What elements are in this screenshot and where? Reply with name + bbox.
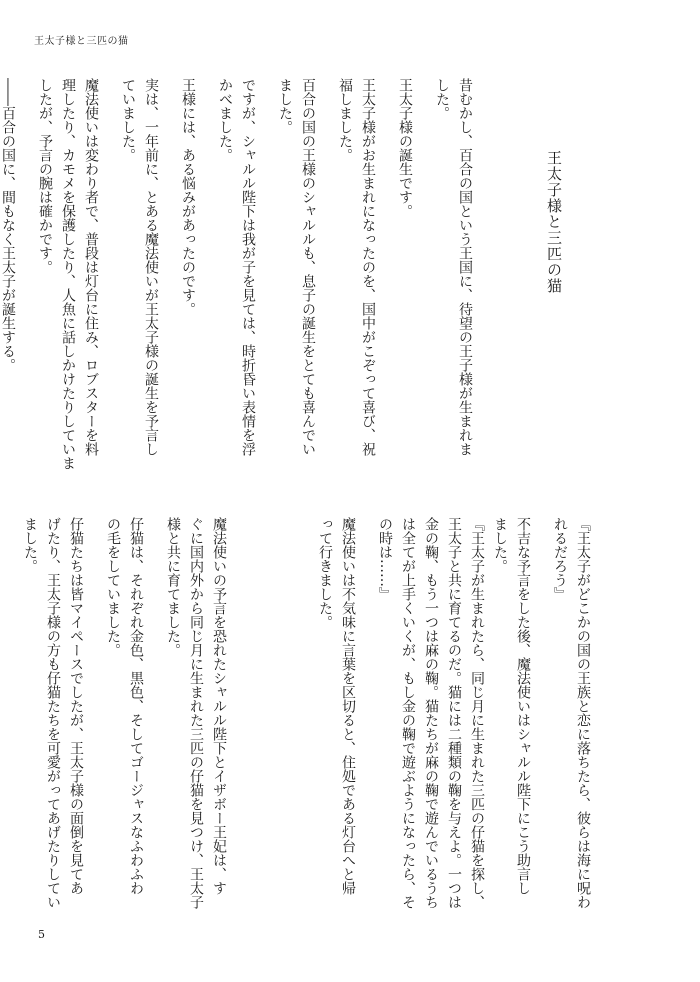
- text-line: 百合の国の王様のシャルルも、息子の誕生をとても喜んでい: [300, 78, 316, 456]
- text-line: 魔法使いは変わり者で、普段は灯台に住み、ロブスターを料: [83, 78, 99, 456]
- text-line: って行きました。: [317, 517, 333, 629]
- chapter-title: 王太子様と三匹の猫: [545, 150, 563, 294]
- text-line: 理したり、カモメを保護したり、人魚に話しかけたりしていま: [60, 78, 76, 470]
- text-line: 仔猫たちは皆マイペースでしたが、王太子様の面倒を見てあ: [68, 517, 84, 895]
- text-line: 王様には、ある悩みがあったのです。: [180, 78, 196, 316]
- text-line: 魔法使いの予言を恐れたシャルル陛下とイザボー王妃は、す: [211, 517, 227, 895]
- text-line: ていました。: [120, 78, 136, 162]
- text-line: 福しました。: [337, 78, 353, 162]
- text-block-lower: [18, 517, 594, 911]
- running-head: 王太子様と三匹の猫: [34, 36, 129, 47]
- text-line: は全てが上手くいくが、もし金の鞠で遊ぶようになったら、そ: [400, 517, 416, 909]
- text-line: 王太子と共に育てるのだ。猫には二種類の鞠を与えよ。一つは: [446, 517, 462, 909]
- text-line: 昔むかし、百合の国という王国に、待望の王子様が生まれま: [457, 78, 473, 456]
- text-line: 王太子様がお生まれになったのを、国中がこぞって喜び、祝: [360, 78, 376, 456]
- text-line: ですが、シャルル陛下は我が子を見ては、時折昏い表情を浮: [240, 78, 256, 456]
- text-line: ――百合の国に、間もなく王太子が誕生する。: [0, 78, 16, 372]
- text-line: 『王太子がどこかの国の王族と恋に落ちたら、彼らは海に呪わ: [575, 517, 591, 909]
- text-line: げたり、王太子様の方も仔猫たちを可愛がってあげたりしてい: [45, 517, 61, 909]
- text-line: かべました。: [217, 78, 233, 162]
- text-line: の時は……』: [377, 517, 393, 601]
- text-line: 様と共に育てました。: [165, 517, 181, 657]
- text-line: 不吉な予言をした後、魔法使いはシャルル陛下にこう助言し: [515, 517, 531, 895]
- text-line: 金の鞠、もう一つは麻の鞠。猫たちが麻の鞠で遊んでいるうち: [423, 517, 439, 909]
- text-line: ました。: [492, 517, 508, 573]
- text-line: 実は、一年前に、とある魔法使いが王太子様の誕生を予言し: [143, 78, 159, 456]
- text-line: ました。: [22, 517, 38, 573]
- text-line: 『王太子が生まれたら、同じ月に生まれた三匹の仔猫を探し、: [469, 517, 485, 909]
- text-line: した。: [434, 78, 450, 120]
- text-line: の毛をしていました。: [105, 517, 121, 657]
- text-line: ぐに国内外から同じ月に生まれた三匹の仔猫を見つけ、王太子: [188, 517, 204, 909]
- text-line: 王太子様の誕生です。: [397, 78, 413, 218]
- text-block-upper: [0, 78, 490, 472]
- text-line: 魔法使いは不気味に言葉を区切ると、住処である灯台へと帰: [340, 517, 356, 895]
- text-line: ました。: [277, 78, 293, 134]
- text-line: れるだろう』: [552, 517, 568, 601]
- text-line: したが、予言の腕は確かです。: [37, 78, 53, 274]
- text-line: 仔猫は、それぞれ金色、黒色、そしてゴージャスなふわふわ: [128, 517, 144, 895]
- page-number: 5: [38, 928, 45, 941]
